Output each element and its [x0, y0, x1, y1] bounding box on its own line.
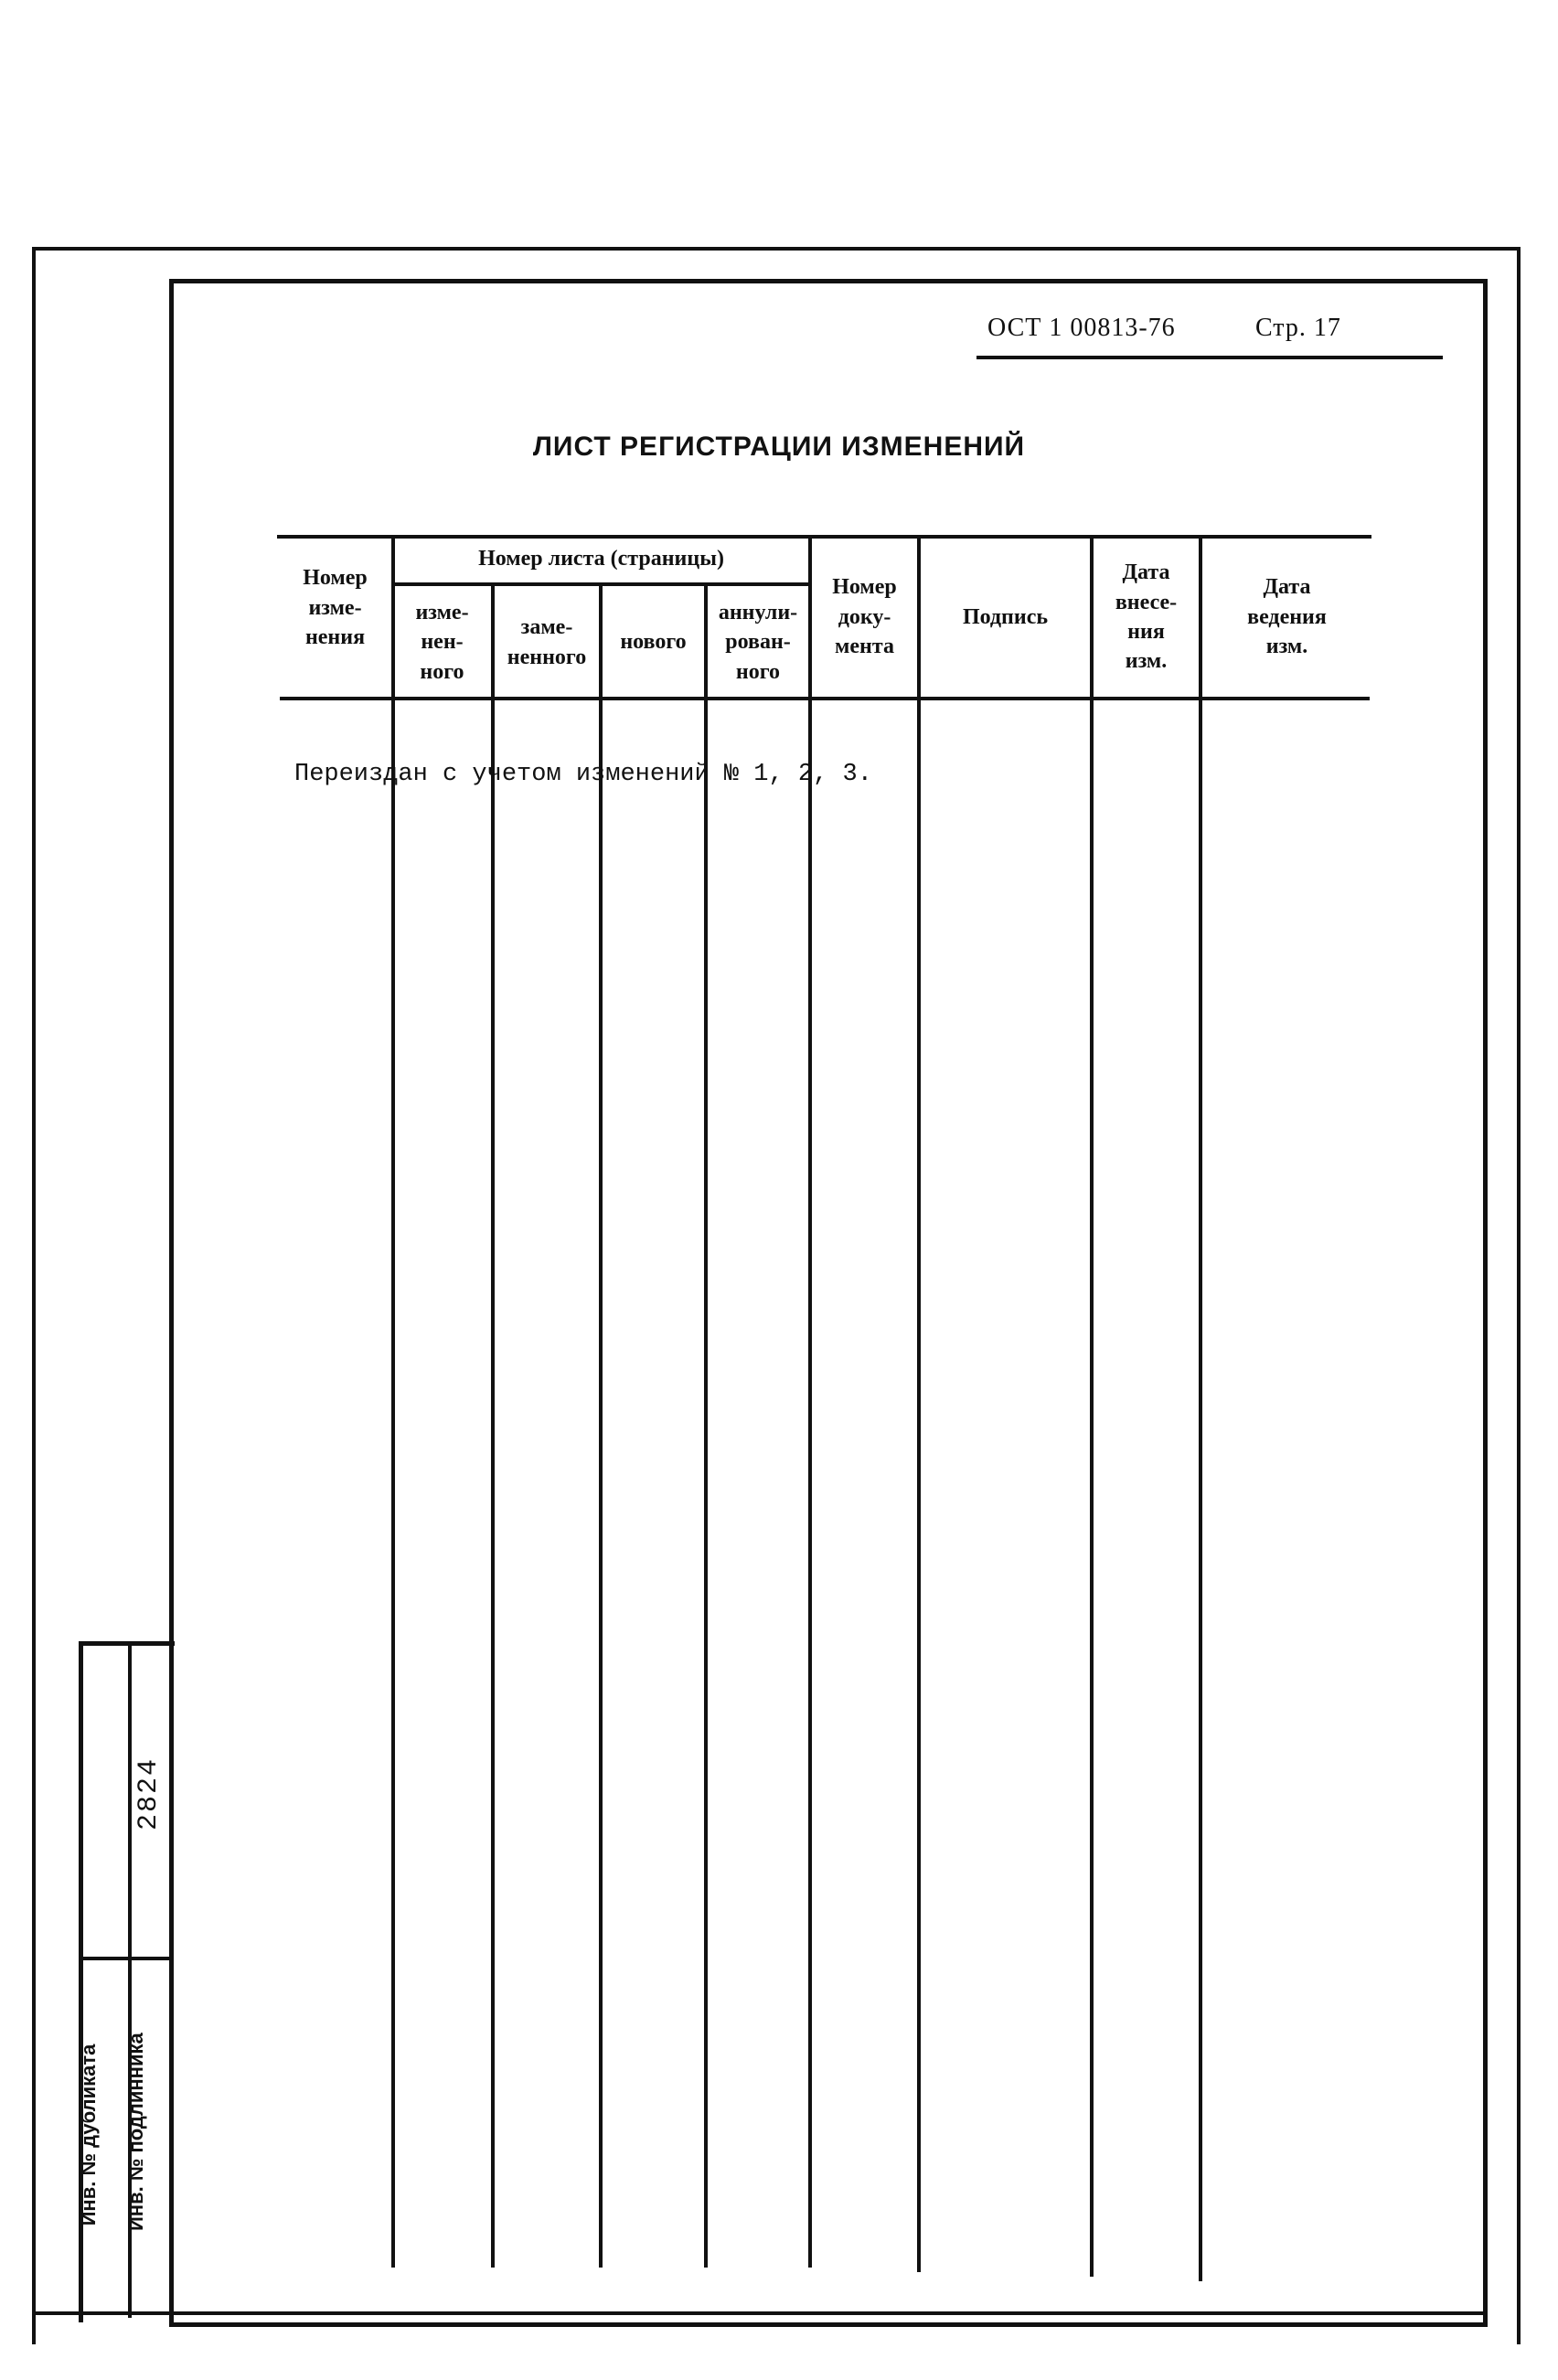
header-entry-date: Дата внесе- ния изм. — [1115, 560, 1178, 674]
stamp-divider — [79, 1957, 170, 1960]
document-code: ОСТ 1 00813-76 — [987, 314, 1176, 342]
header-change-number: Номер изме- нения — [303, 566, 368, 650]
header-new: нового — [620, 630, 687, 655]
column-divider — [1199, 535, 1202, 2281]
column-divider — [704, 582, 708, 2268]
header-document-number: Номер доку- мента — [832, 575, 897, 659]
column-divider — [1090, 535, 1094, 2277]
original-inventory-number: 2824 — [133, 1757, 165, 1831]
column-divider — [917, 535, 921, 2272]
column-divider — [491, 582, 495, 2268]
reissue-note: Переиздан с учетом изменений № 1, 2, 3. — [294, 761, 872, 788]
bottom-border-line — [32, 2311, 1486, 2315]
header-replaced: заме- ненного — [507, 615, 587, 669]
column-divider — [599, 582, 603, 2268]
duplicate-inventory-label: Инв. № дубликата — [77, 2044, 100, 2226]
header-changed: изме- нен- ного — [415, 600, 469, 684]
header-signature: Подпись — [962, 604, 1049, 629]
original-inventory-label: Инв. № подлинника — [124, 2033, 147, 2231]
column-divider — [808, 535, 812, 2268]
header-effective-date: Дата ведения изм. — [1247, 575, 1327, 659]
document-header — [976, 314, 1443, 359]
column-divider — [391, 535, 395, 2268]
table-header-bottom-rule — [280, 697, 1370, 700]
page-title: ЛИСТ РЕГИСТРАЦИИ ИЗМЕНЕНИЙ — [532, 432, 1026, 462]
page-number: Стр. 17 — [1255, 314, 1341, 342]
header-sheet-number-group: Номер листа (страницы) — [478, 546, 724, 571]
header-annulled: аннули- рован- ного — [718, 600, 798, 684]
